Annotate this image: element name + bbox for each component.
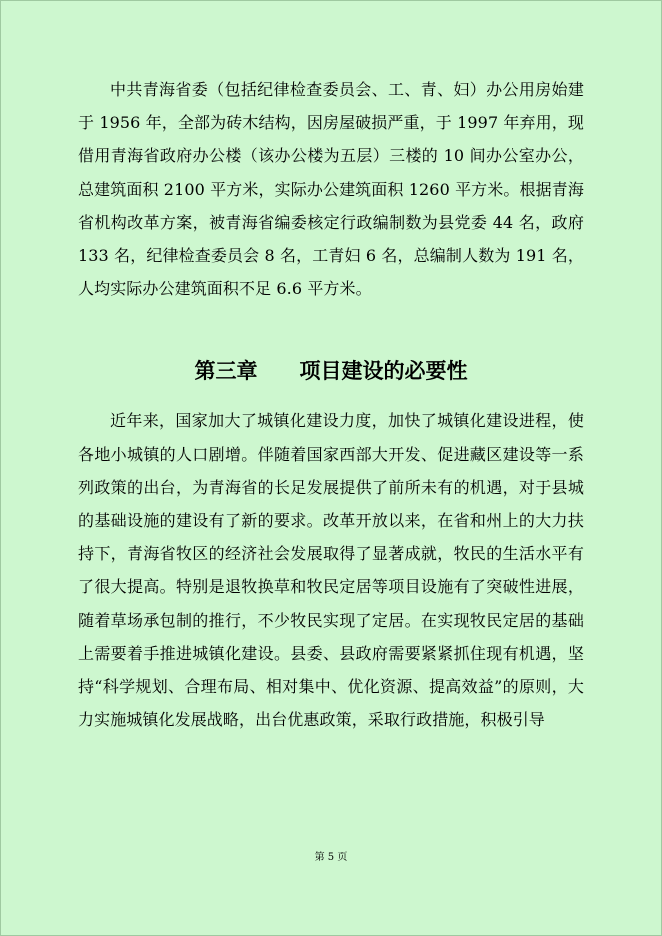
chapter-title: 项目建设的必要性	[299, 358, 468, 384]
document-body	[78, 73, 584, 736]
chapter-heading	[78, 357, 584, 385]
page-number: 第 5 页	[314, 852, 348, 863]
paragraph-urbanization: 近年来，国家加大了城镇化建设力度，加快了城镇化建设进程，使各地小城镇的人口剧增。伴随着国家西部大开发、促进藏区建设等一系列政策的出台，为青海省的长足发展提供了前所未有的机遇，对于县城的基础设施的建设有了新的要求。改革开放以来，在省和州上的大力扶持下，青海省牧区的经济社会发展取得了显著成就，牧民的生活水平有了很大提高。特别是退牧换草和牧民定居等项目设施有了突破性进展，随着草场承包制的推行，不少牧民实现了定居。在实现牧民定居的基础上需要着手推进城镇化建设。县委、县政府需要紧紧抓住现有机遇，坚持“科学规划、合理布局、相对集中、优化资源、提高效益”的原则，大力实施城镇化发展战略，出台优惠政策，采取行政措施，积极引导	[78, 411, 584, 730]
paragraph-office-building: 中共青海省委（包括纪律检查委员会、工、青、妇）办公用房始建于 1956 年，全部为砖木结构，因房屋破损严重，于 1997 年弃用，现借用青海省政府办公楼（该办公楼为五层）三楼的 10 间办公室办公，总建筑面积 2100 平方米，实际办公建筑面积 1260 平方米。根据青海省机构改革方案，被青海省编委核定行政编制数为县党委 44 名，政府 133 名，纪律检查委员会 8 名，工青妇 6 名，总编制人数为 191 名，人均实际办公建筑面积不足 6.6 平方米。	[78, 80, 584, 299]
chapter-number: 第三章	[194, 358, 258, 384]
